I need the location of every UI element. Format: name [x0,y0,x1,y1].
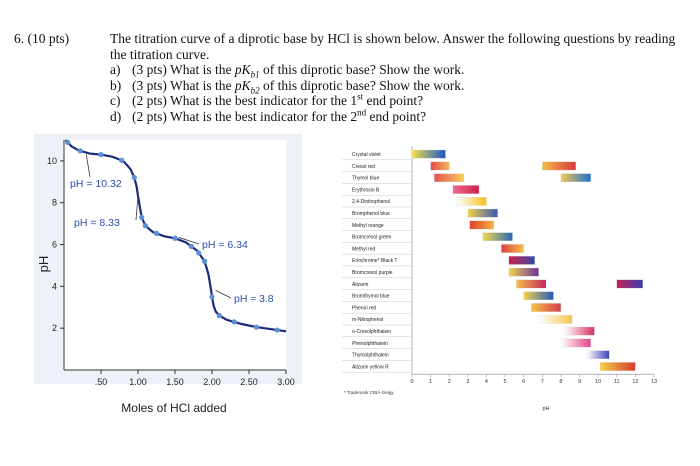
indicator-range-bar [431,162,450,170]
indicator-range-bar [600,362,635,370]
indicator-range-bar [516,280,546,288]
indicator-range-bar [509,268,539,276]
indicator-name: Thymolphthalein [352,352,389,359]
indicator-x-tick-label: 8 [559,379,563,386]
ph-annotation: pH = 8.33 [74,217,120,229]
data-point [65,140,70,145]
indicator-x-tick-label: 7 [540,379,544,386]
question-part-c [110,93,690,109]
titration-figure [34,134,302,428]
ph-annotation: pH ≈ 3.8 [234,293,274,305]
x-tick-label: .50 [94,377,108,387]
data-point [232,319,237,324]
part-letter: c) [110,93,121,109]
indicator-name: Erythrosin B [352,187,380,194]
y-tick-label: 2 [51,323,57,334]
y-tick-label: 10 [46,155,57,166]
data-point [154,231,159,236]
y-tick-label: 6 [51,239,57,250]
indicator-range-bar [470,221,494,229]
x-tick-label: 1.00 [129,377,147,387]
indicator-x-tick-label: 3 [466,379,470,386]
question-number: 6. (10 pts) [14,31,70,46]
question-intro: The titration curve of a diprotic base by HCl is shown below. Answer the following questions by reading the titration curve. [110,31,676,62]
indicator-range-bar [501,244,523,252]
indicator-x-tick-label: 0 [410,379,414,386]
part-letter: a) [110,62,121,78]
data-point [139,215,144,220]
indicator-range-chart [340,140,670,422]
y-tick-label: 4 [51,281,57,292]
x-tick-label: 1.50 [166,377,184,387]
indicator-x-tick-label: 6 [522,379,526,386]
indicator-x-tick-label: 1 [429,379,433,386]
x-tick-label: 2.00 [203,377,221,387]
indicator-range-bar [457,197,487,205]
indicator-x-tick-label: 5 [503,379,507,386]
indicator-name: 2,4-Dinitrophenol [352,199,391,206]
indicator-range-bar [524,292,554,300]
indicator-range-bar [453,185,479,193]
indicator-name: Alizarin yellow R [352,364,389,371]
data-point [172,236,177,241]
indicator-range-bar [483,233,513,241]
indicator-x-tick-label: 12 [632,379,639,386]
y-tick-label: 8 [51,197,57,208]
ph-annotation: pH = 6.34 [202,239,248,251]
indicator-range-bar [542,162,576,170]
part-text: (3 pts) What is the $pK_{b1}$ of this diprotic base? Show the work. [132,62,465,80]
question-part-b [110,78,690,94]
indicator-figure [340,140,670,422]
indicator-x-tick-label: 10 [595,379,602,386]
indicator-name: o-Cresolphthalein [352,329,392,335]
indicator-name: Bromcresol purple [352,270,393,276]
indicator-range-bar [617,280,643,288]
indicator-range-bar [539,315,573,323]
question-body [110,31,690,125]
data-point [196,250,201,255]
indicator-name: Phenol red [352,305,377,312]
indicator-x-tick-label: 9 [578,379,582,386]
indicator-name: Alizarin [352,281,369,288]
data-point [189,244,194,249]
indicator-range-bar [587,351,609,359]
data-point [202,259,207,264]
indicator-name: Eriochrome* Black T [352,258,398,265]
indicator-name: Crystal violet [352,152,381,158]
data-point [209,294,214,299]
footnote-text: * Trademark CIBA-Geigy [344,390,394,395]
question-part-a [110,62,690,78]
indicator-range-bar [565,327,595,335]
indicator-range-bar [561,339,591,347]
question-parts-list [110,62,690,124]
indicator-range-bar [468,209,498,217]
part-letter: d) [110,108,122,124]
indicator-x-tick-label: 4 [484,379,488,386]
question-part-d [110,109,690,125]
indicator-x-tick-label: 13 [650,379,658,386]
data-point [132,175,137,180]
indicator-name: m-Nitrophenol [352,317,384,324]
part-text: (2 pts) What is the best indicator for the 1st end point? [132,91,424,109]
y-axis-label: pH [36,255,51,273]
x-tick-label: 3.00 [277,377,295,387]
indicator-range-bar [509,256,535,264]
data-point [275,327,280,332]
indicator-range-bar [531,303,561,311]
indicator-name: Phenolphthalein [352,340,388,347]
x-tick-label: 2.50 [240,377,258,387]
data-point [143,223,148,228]
indicator-name: Bromthymol blue [352,293,390,300]
indicator-name: Methyl orange [352,222,384,229]
part-text: (2 pts) What is the best indicator for the 2nd end point? [132,107,427,124]
part-text: (3 pts) What is the $pK_{b2}$ of this diprotic base? Show the work. [132,77,465,96]
data-point [254,325,259,330]
indicator-name: Thymol blue [352,175,380,182]
data-point [217,313,222,318]
indicator-range-bar [561,174,591,182]
x-axis-label: Moles of HCl added [121,401,227,415]
titration-curve-chart [34,134,302,428]
data-point [119,158,124,163]
indicator-name: Cresol red [352,163,376,170]
indicator-name: Methyl red [352,246,376,253]
indicator-range-bar [412,150,446,158]
data-point [98,152,103,157]
data-point [78,148,83,153]
indicator-x-axis-label: pH [542,406,550,412]
indicator-x-tick-label: 11 [613,379,620,386]
ph-annotation: pH = 10.32 [70,178,122,190]
part-letter: b) [110,77,122,93]
indicator-name: Bromcresol green [352,234,392,241]
indicator-name: Bromphenol blue [352,211,390,217]
indicator-range-bar [434,174,464,182]
plot-area [64,140,286,370]
indicator-x-tick-label: 2 [447,379,451,386]
